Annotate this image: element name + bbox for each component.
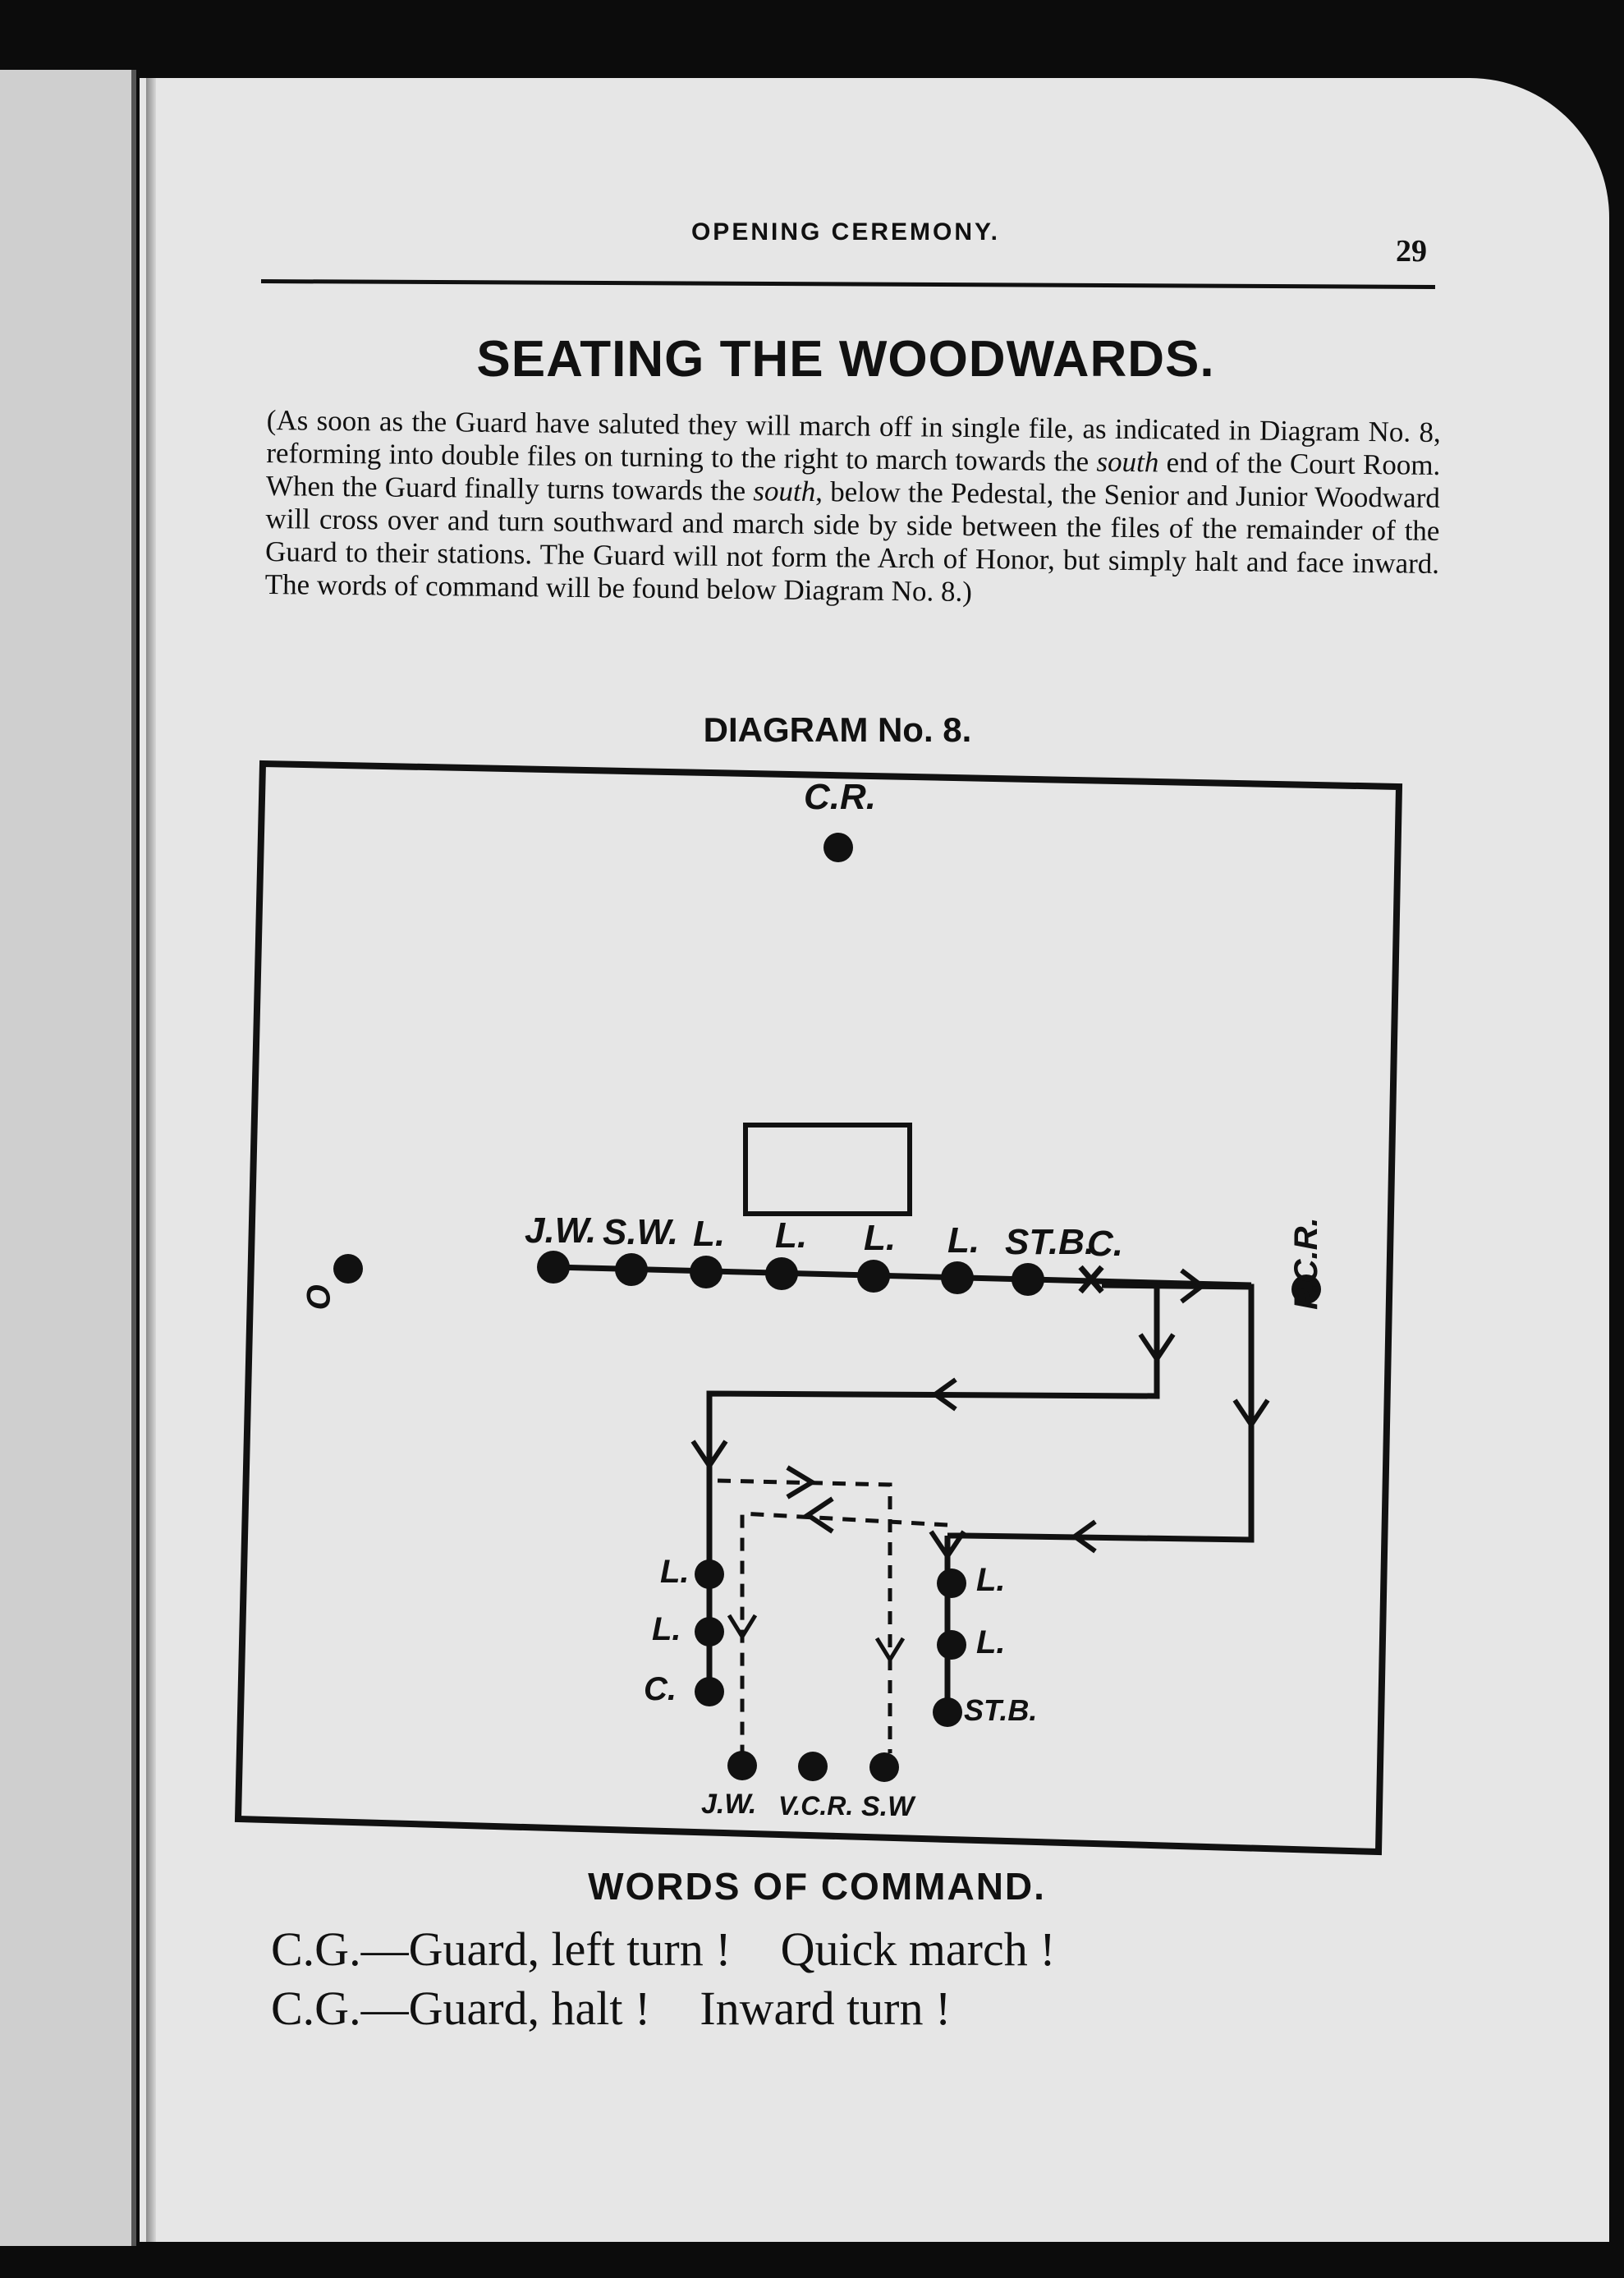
right-file-dot-2 [937,1630,966,1660]
o-position-dot [333,1254,363,1284]
cr-label: C.R. [804,777,876,817]
intro-paragraph [264,404,1440,613]
o-label: O [300,1284,336,1310]
intro-emphasis-south-2: south [753,475,816,508]
station-label-sw: S.W [861,1791,915,1822]
station-label-vcr: V.C.R. [778,1791,854,1821]
room-outline [238,764,1399,1852]
page-gutter [146,78,156,2242]
facing-page-edge [0,70,136,2246]
station-dot-sw [869,1752,899,1782]
row-dot-jw [537,1251,570,1284]
station-dot-jw [727,1751,757,1780]
right-file-label-1: L. [976,1562,1006,1598]
command-line-2 [271,1981,951,2036]
row-label-sw: S.W. [603,1212,679,1252]
row-dot-l1 [690,1256,723,1288]
row-dot-l2 [765,1257,798,1290]
intro-text-1: (As soon as the Guard have saluted they will march off in single file, as indicated in Diagram No. 8, reforming into double files on turning to the right to march towards the [266,404,1441,478]
cr-position-dot [823,833,853,862]
page-number: 29 [1396,234,1427,269]
section-title: SEATING THE WOODWARDS. [476,331,1215,388]
diagram-title: DIAGRAM No. 8. [703,710,972,749]
crossing-route-west [742,1513,947,1753]
command-line-1 [271,1922,1056,1977]
row-label-c: C. [1087,1224,1123,1264]
seating-diagram [233,760,1415,1860]
row-label-l3: L. [864,1218,897,1258]
row-label-l1: L. [693,1214,726,1254]
guard-row-line [553,1267,1251,1285]
command-2-first: Guard, halt ! [408,1982,651,2035]
station-label-jw: J.W. [701,1789,757,1820]
right-file-dot-1 [937,1568,966,1598]
row-dot-stb [1012,1263,1044,1296]
row-dot-l3 [857,1260,890,1293]
arrow-crossing-west [808,1499,833,1532]
row-dot-sw [615,1253,648,1286]
command-2-speaker: C.G.— [271,1982,409,2035]
command-1-first: Guard, left turn ! [408,1922,732,1976]
left-file-dot-1 [695,1559,724,1589]
left-file-dot-2 [695,1617,724,1646]
row-label-stb: ST.B. [1005,1222,1095,1262]
left-file-dot-3 [695,1677,724,1706]
intro-emphasis-south-1: south [1096,445,1159,479]
running-head: OPENING CEREMONY. [690,218,1001,246]
pcr-label: P.C.R. [1288,1217,1324,1310]
left-file-label-2: L. [652,1611,681,1647]
command-2-second: Inward turn ! [700,1982,952,2035]
march-route-outer [947,1285,1251,1540]
command-1-speaker: C.G.— [271,1922,409,1976]
row-dot-l4 [941,1261,974,1294]
words-of-command-heading: WORDS OF COMMAND. [588,1865,1046,1908]
row-label-l4: L. [947,1220,980,1261]
station-dot-vcr [798,1752,828,1781]
pedestal-box [745,1125,910,1214]
row-label-jw: J.W. [525,1210,597,1251]
row-label-l2: L. [775,1215,808,1256]
intro-text-2: end of the Court Room. When the Guard finally turns towards the [265,446,1441,507]
left-file-label-1: L. [660,1554,690,1590]
right-file-label-3: ST.B. [964,1693,1038,1727]
command-1-second: Quick march ! [780,1922,1056,1976]
intro-text-3: , below the Pedestal, the Senior and Junior Woodward will cross over and turn southward and march side by side between the files of the remainder of the Guard to their stations. The Guard will not form the Arch of Honor, but simply halt and face inward. The words of command will be found below Diagram No. 8.) [264,475,1441,609]
left-file-label-3: C. [644,1671,677,1707]
right-file-label-2: L. [976,1624,1006,1660]
right-file-dot-3 [933,1697,962,1727]
